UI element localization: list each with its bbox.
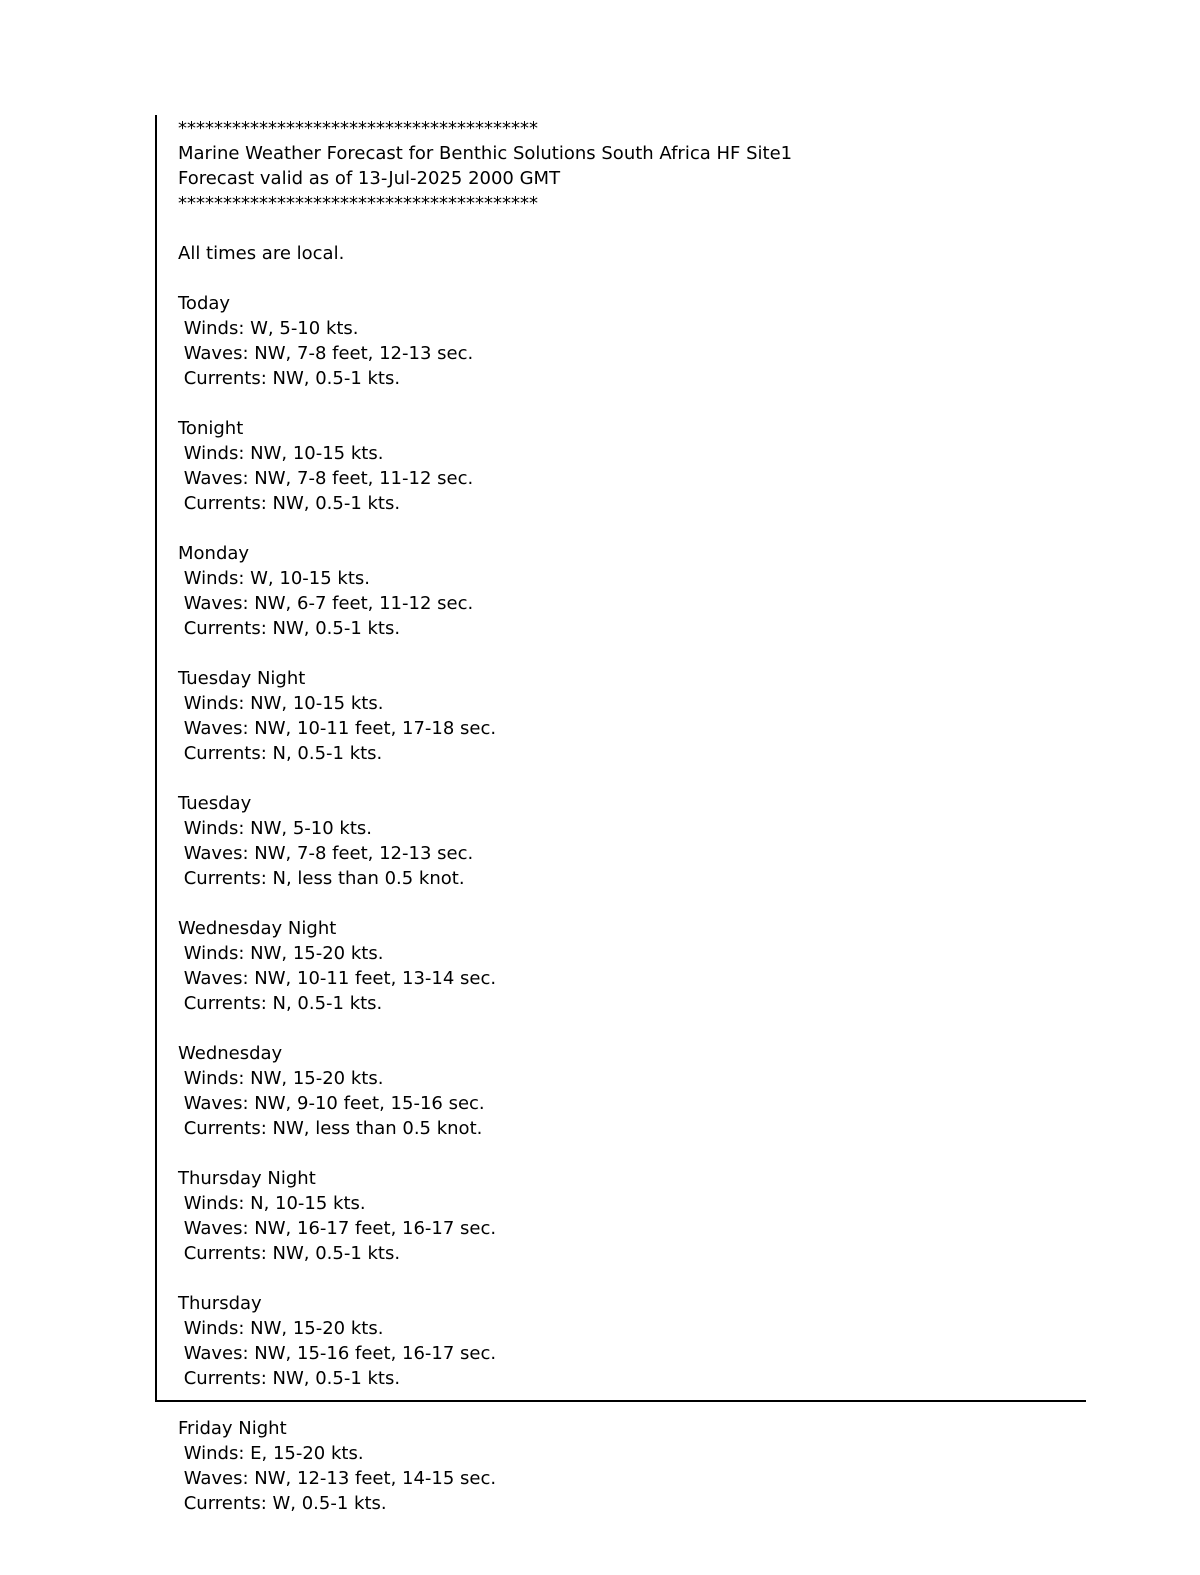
forecast-section-today (178, 291, 792, 391)
period-heading: Tuesday (178, 793, 252, 814)
currents-line: Currents: NW, 0.5-1 kts. (178, 493, 401, 514)
waves-line: Waves: NW, 6-7 feet, 11-12 sec. (178, 593, 474, 614)
currents-line: Currents: NW, 0.5-1 kts. (178, 1368, 401, 1389)
waves-line: Waves: NW, 16-17 feet, 16-17 sec. (178, 1218, 497, 1239)
period-heading: Tuesday Night (178, 668, 306, 689)
divider-asterisks-bottom: **************************************** (178, 193, 538, 214)
waves-line: Waves: NW, 7-8 feet, 11-12 sec. (178, 468, 474, 489)
waves-line: Waves: NW, 12-13 feet, 14-15 sec. (178, 1468, 497, 1489)
period-heading: Friday Night (178, 1418, 287, 1439)
currents-line: Currents: NW, 0.5-1 kts. (178, 1243, 401, 1264)
period-heading: Wednesday Night (178, 918, 337, 939)
divider-asterisks-top: **************************************** (178, 118, 538, 139)
period-heading: Thursday (178, 1293, 262, 1314)
currents-line: Currents: NW, less than 0.5 knot. (178, 1118, 483, 1139)
forecast-section-tuesday (178, 791, 792, 891)
forecast-section-tuesday-night (178, 666, 792, 766)
forecast-section-tonight (178, 416, 792, 516)
waves-line: Waves: NW, 10-11 feet, 17-18 sec. (178, 718, 497, 739)
forecast-section-thursday (178, 1291, 792, 1391)
period-heading: Thursday Night (178, 1168, 316, 1189)
period-heading: Today (178, 293, 231, 314)
spacer (178, 216, 792, 241)
document-title: Marine Weather Forecast for Benthic Solutions South Africa HF Site1 (178, 143, 793, 164)
waves-line: Waves: NW, 10-11 feet, 13-14 sec. (178, 968, 497, 989)
currents-line: Currents: N, less than 0.5 knot. (178, 868, 465, 889)
forecast-section-wednesday-night (178, 916, 792, 1016)
winds-line: Winds: E, 15-20 kts. (178, 1443, 364, 1464)
winds-line: Winds: NW, 10-15 kts. (178, 693, 384, 714)
winds-line: Winds: NW, 15-20 kts. (178, 1068, 384, 1089)
currents-line: Currents: N, 0.5-1 kts. (178, 993, 383, 1014)
period-heading: Monday (178, 543, 250, 564)
winds-line: Winds: W, 5-10 kts. (178, 318, 359, 339)
forecast-section-wednesday (178, 1041, 792, 1141)
spacer (178, 266, 792, 291)
currents-line: Currents: NW, 0.5-1 kts. (178, 368, 401, 389)
content-frame-left-border (155, 115, 157, 1402)
forecast-section-thursday-night (178, 1166, 792, 1266)
winds-line: Winds: W, 10-15 kts. (178, 568, 370, 589)
waves-line: Waves: NW, 7-8 feet, 12-13 sec. (178, 843, 474, 864)
currents-line: Currents: NW, 0.5-1 kts. (178, 618, 401, 639)
winds-line: Winds: NW, 15-20 kts. (178, 943, 384, 964)
forecast-section-monday (178, 541, 792, 641)
valid-as-of-line: Forecast valid as of 13-Jul-2025 2000 GMT (178, 168, 561, 189)
forecast-section-friday-night (178, 1416, 792, 1516)
winds-line: Winds: NW, 10-15 kts. (178, 443, 384, 464)
winds-line: Winds: NW, 15-20 kts. (178, 1318, 384, 1339)
waves-line: Waves: NW, 7-8 feet, 12-13 sec. (178, 343, 474, 364)
waves-line: Waves: NW, 15-16 feet, 16-17 sec. (178, 1343, 497, 1364)
winds-line: Winds: N, 10-15 kts. (178, 1193, 366, 1214)
times-note: All times are local. (178, 243, 345, 264)
forecast-text (178, 116, 792, 1541)
winds-line: Winds: NW, 5-10 kts. (178, 818, 372, 839)
currents-line: Currents: N, 0.5-1 kts. (178, 743, 383, 764)
currents-line: Currents: W, 0.5-1 kts. (178, 1493, 387, 1514)
period-heading: Tonight (178, 418, 244, 439)
waves-line: Waves: NW, 9-10 feet, 15-16 sec. (178, 1093, 485, 1114)
period-heading: Wednesday (178, 1043, 283, 1064)
